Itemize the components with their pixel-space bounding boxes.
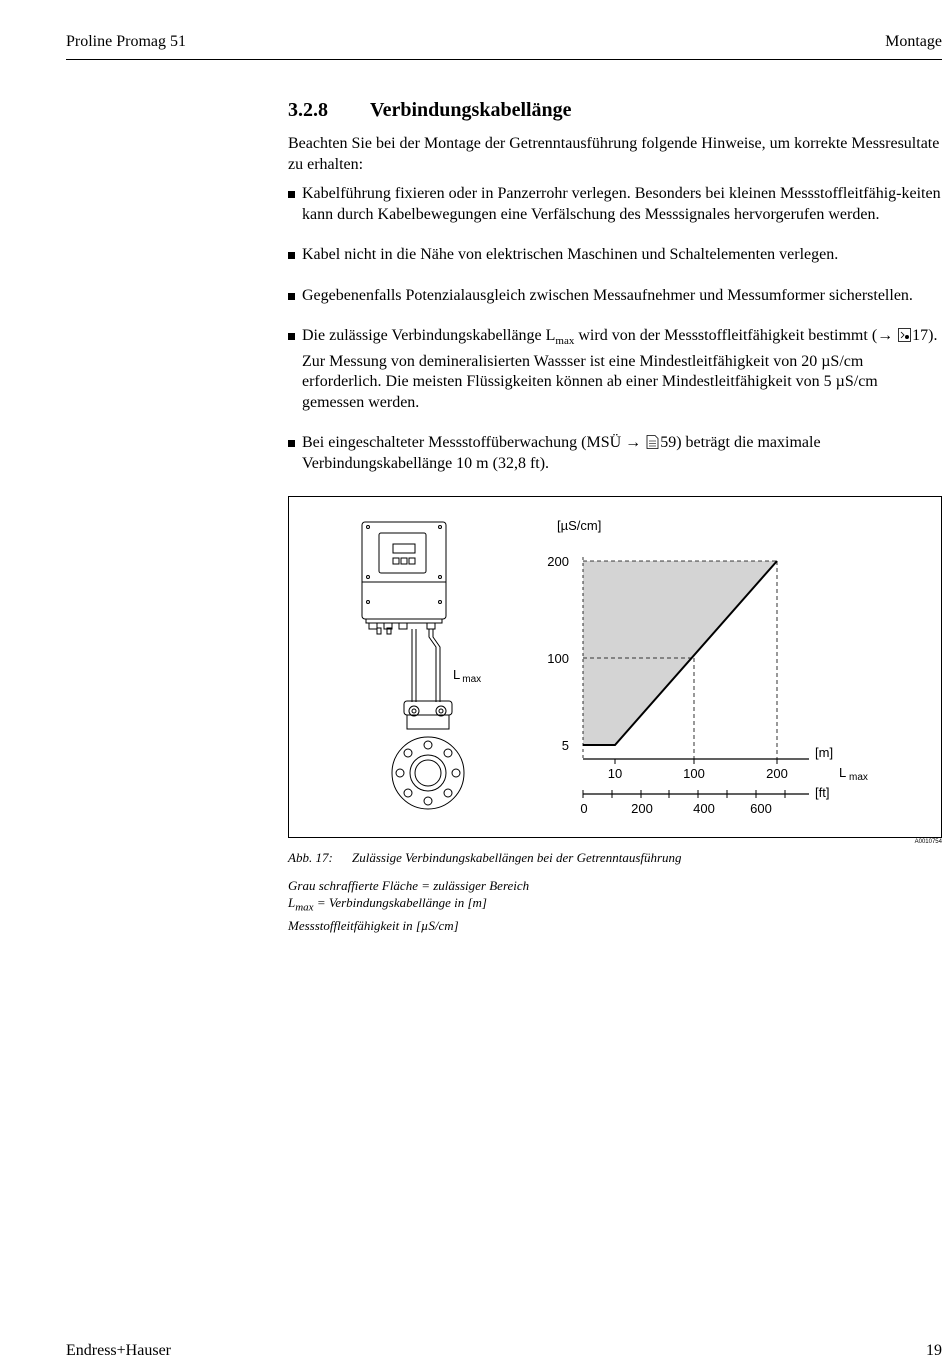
legend-line-2: $L_{max}$ = Verbindungskabellänge in [m] <box>288 895 487 914</box>
figure-box <box>288 496 942 838</box>
page-reference[interactable]: 59 <box>660 434 677 452</box>
connection-cables <box>377 628 440 702</box>
sensor-flange <box>392 701 464 809</box>
section-heading <box>288 96 942 124</box>
figure-legend <box>288 877 529 934</box>
caption-number: Abb. 17: <box>288 850 333 865</box>
x-tick-label-ft: 600 <box>750 801 772 816</box>
bullet-item: Bei eingeschalteter Messstoffüberwachung (MSÜ → 59) beträgt die maximale Verbindungskabellänge 10 m (32,8 ft). <box>288 433 942 474</box>
figure-svg <box>289 497 941 837</box>
x-axis-lmax-sub: max <box>849 772 868 783</box>
y-axis-label: [µS/cm] <box>557 518 602 533</box>
y-tick-label: 200 <box>547 554 569 569</box>
legend-line-3: Messstoffleitfähigkeit in [µS/cm] <box>288 917 459 933</box>
legend-line-1: Grau schraffierte Fläche = zulässiger Bereich <box>288 878 530 893</box>
x-unit-m: [m] <box>815 745 834 760</box>
section-title: Verbindungskabellänge <box>370 99 572 121</box>
figure-caption <box>288 850 682 866</box>
x-tick-label-ft: 0 <box>580 801 588 816</box>
y-tick-label: 100 <box>547 651 569 666</box>
figure-reference-icon <box>898 328 911 342</box>
x-tick-label-m: 100 <box>683 766 705 781</box>
y-tick-label: 5 <box>561 738 569 753</box>
header-rule <box>66 59 942 60</box>
main-content <box>288 96 942 494</box>
bullet-item: Kabelführung fixieren oder in Panzerrohr verlegen. Besonders bei kleinen Messstoffleitfähig-keiten kann durch Kabelbewegungen eine Verfälschung des Messsignales hervorgerufen werden. <box>288 184 942 225</box>
x-tick-label-m: 200 <box>766 766 788 781</box>
x-tick-label-m: 10 <box>607 766 623 781</box>
bullet-list <box>288 184 942 474</box>
footer-brand: Endress+Hauser <box>66 1342 171 1359</box>
running-header-left: Proline Promag 51 <box>66 33 186 50</box>
page-reference-icon <box>646 435 659 449</box>
page-number: 19 <box>926 1342 942 1359</box>
figure-code: A0010754 <box>914 839 942 845</box>
x-axis-lmax-label: L <box>839 765 847 780</box>
x-tick-label-ft: 400 <box>693 801 715 816</box>
bullet-item: Kabel nicht in die Nähe von elektrischen Maschinen und Schaltelementen verlegen. <box>288 245 942 266</box>
permitted-area <box>583 561 777 745</box>
section-number: 3.2.8 <box>288 99 328 121</box>
bullet-item: Die zulässige Verbindungskabellänge $L_{max}$ wird von der Messstoffleitfähigkeit bestimmt (→ 17). Zur Messung von demineralisierten Wassser ist eine Mindestleitfähigkeit von 20 µS/cm erforderlich. Die meisten Flüssigkeiten können ab einer Mindestleitfähigkeit von 5 µS/cm gemessen werden. <box>288 326 942 413</box>
caption-text: Zulässige Verbindungskabellängen bei der Getrenntausführung <box>352 850 682 865</box>
conductivity-chart <box>547 518 868 816</box>
intro-paragraph: Beachten Sie bei der Montage der Getrenntausführung folgende Hinweise, um korrekte Messresultate zu erhalten: <box>288 135 940 173</box>
running-header-right: Montage <box>885 33 942 50</box>
device-lmax-label: L $_{max}$ <box>453 667 482 685</box>
x-unit-ft: [ft] <box>815 785 830 800</box>
bullet-item: Gegebenenfalls Potenzialausgleich zwischen Messaufnehmer und Messumformer sicherstellen. <box>288 286 942 307</box>
transmitter-housing <box>362 522 446 629</box>
figure-reference[interactable]: 17 <box>912 327 929 344</box>
x-tick-label-ft: 200 <box>631 801 653 816</box>
